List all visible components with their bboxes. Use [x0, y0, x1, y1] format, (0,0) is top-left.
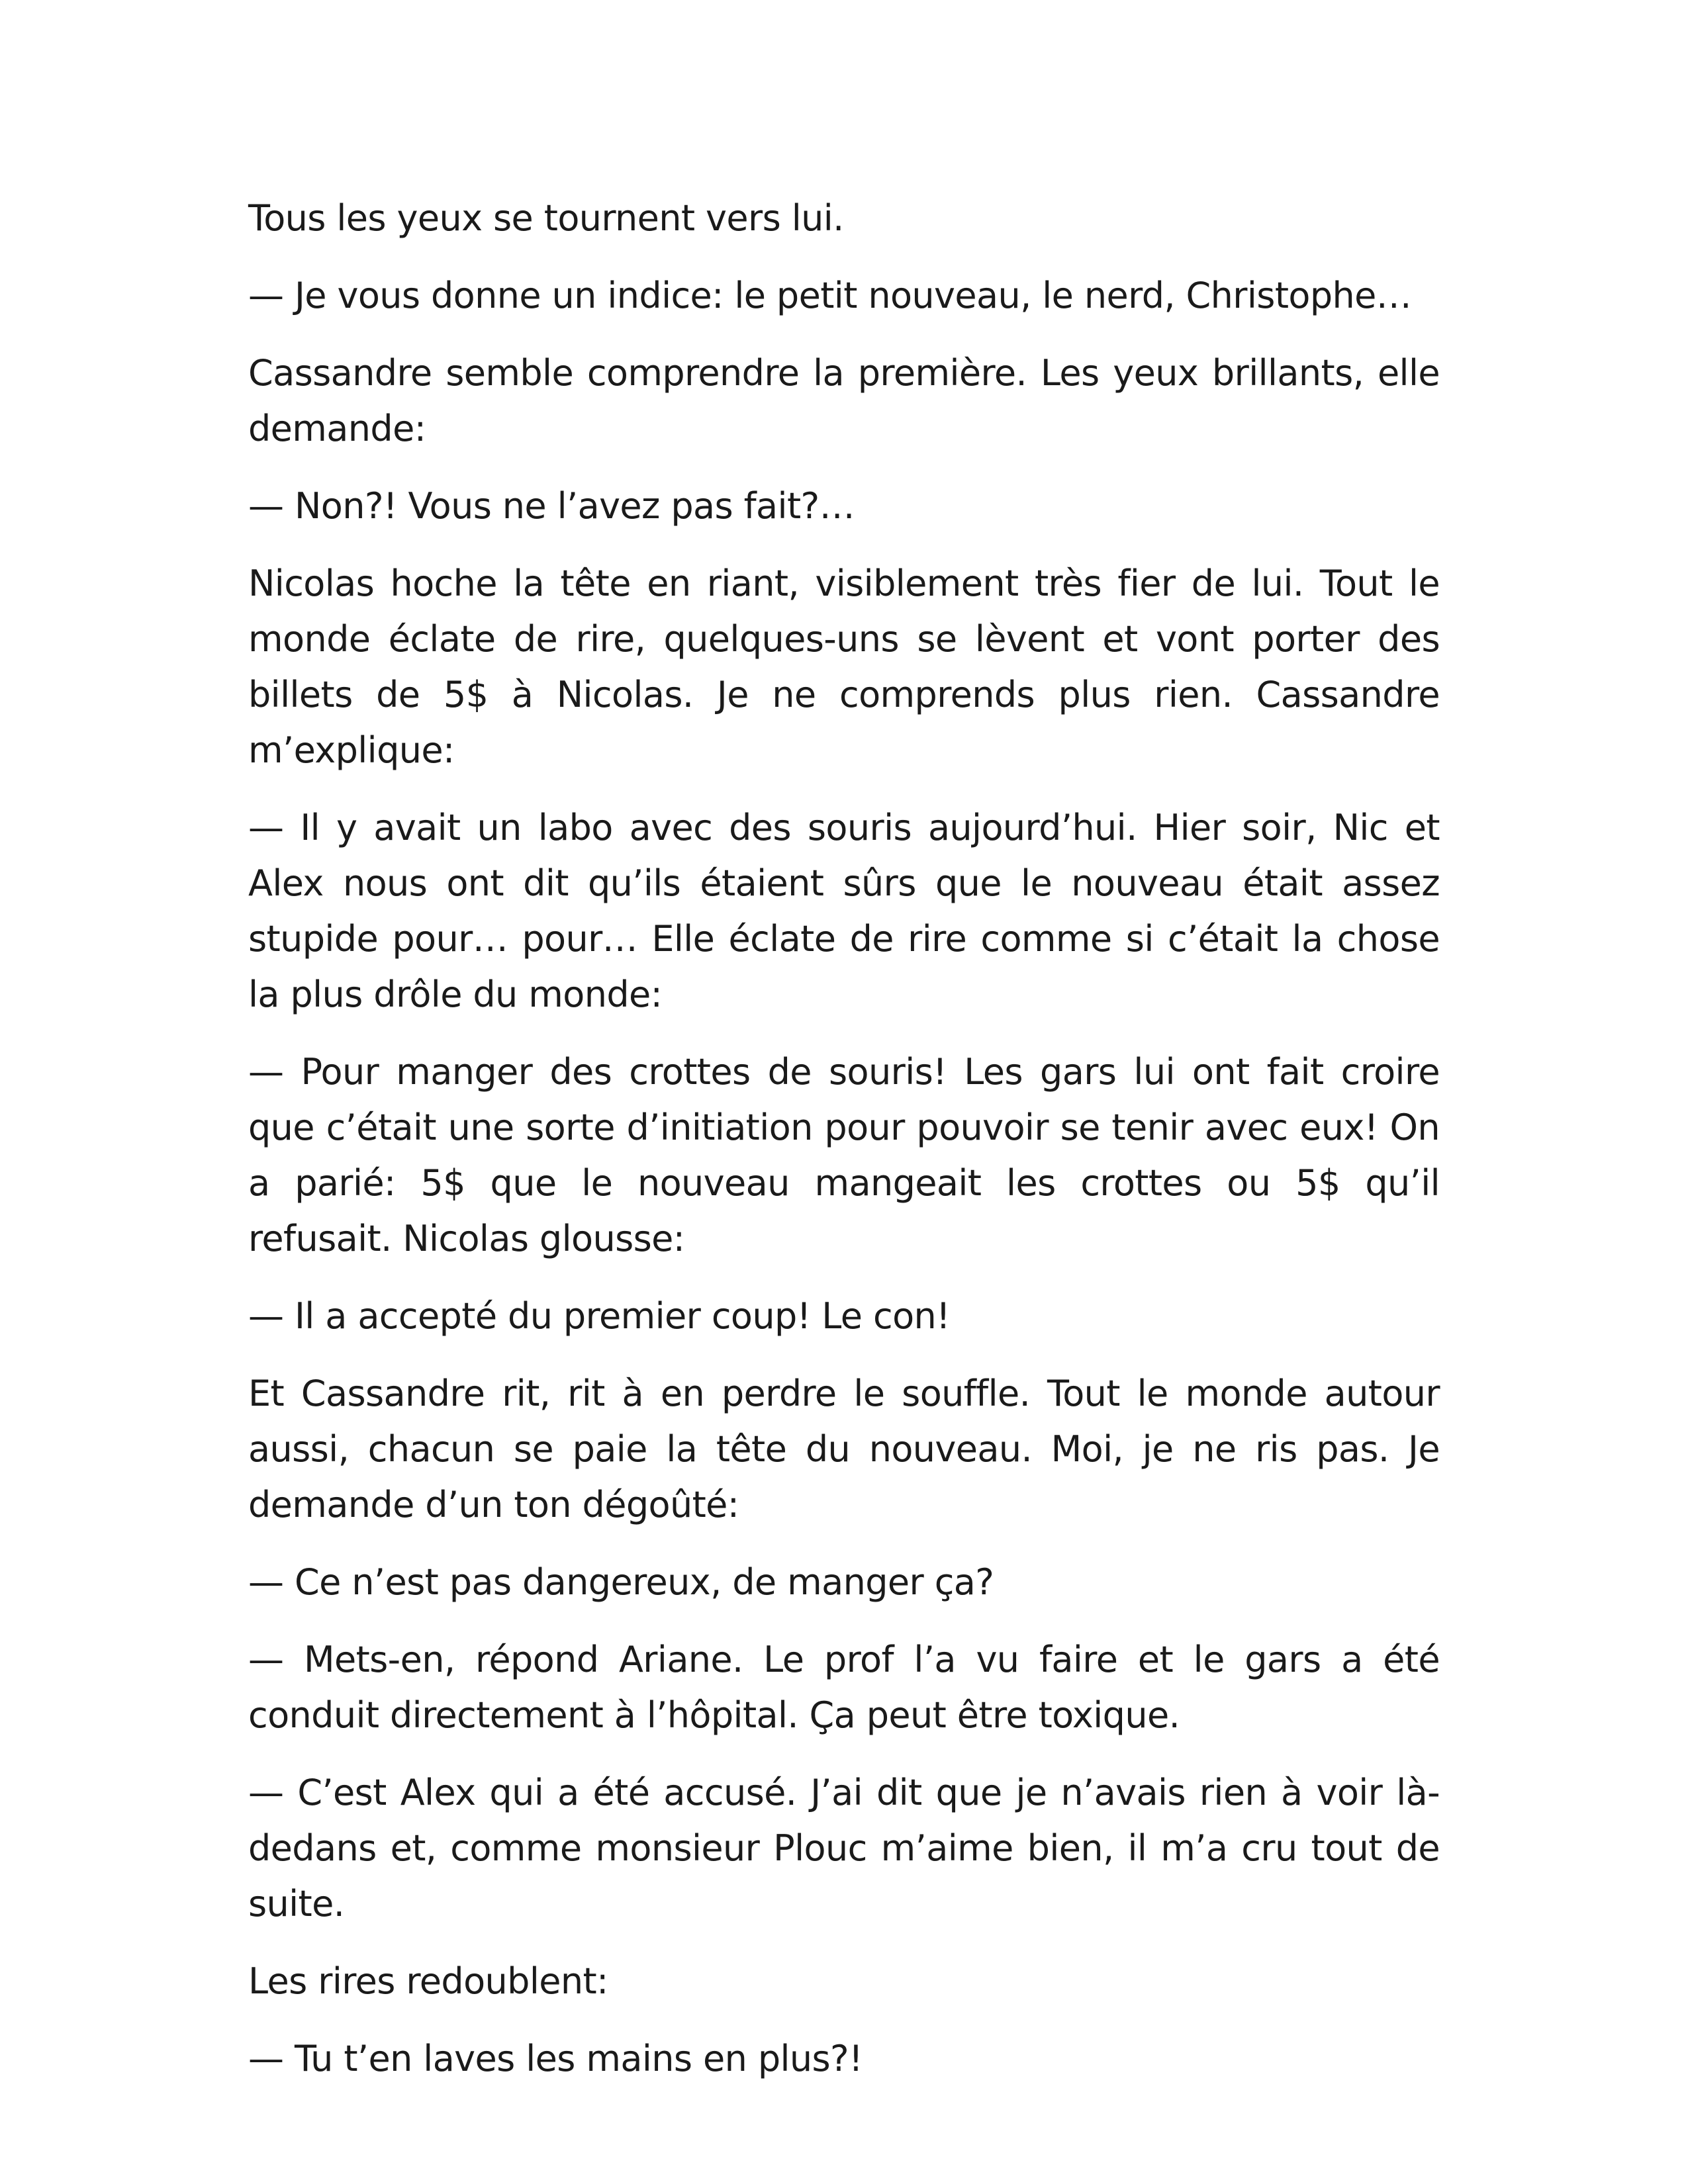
paragraph: — Je vous donne un indice: le petit nouveau, le nerd, Christophe… [248, 275, 1412, 316]
story-text [248, 191, 1440, 2109]
paragraph: — Non?! Vous ne l’avez pas fait?… [248, 485, 855, 527]
paragraph: Et Cassandre rit, rit à en perdre le souffle. Tout le monde autour aussi, chacun se paie la tête du nouveau. Moi, je ne ris pas. Je demande d’un ton dégoûté: [248, 1373, 1440, 1525]
paragraph: Cassandre semble comprendre la première. Les yeux brillants, elle demande: [248, 352, 1440, 449]
paragraph: — Il a accepté du premier coup! Le con! [248, 1295, 951, 1337]
paragraph: — Tu t’en laves les mains en plus?! [248, 2038, 863, 2079]
paragraph: Nicolas hoche la tête en riant, visiblement très fier de lui. Tout le monde éclate de rire, quelques-uns se lèvent et vont porter des billets de 5$ à Nicolas. Je ne comprends plus rien. Cassandre m’explique: [248, 563, 1440, 771]
paragraph: — Ce n’est pas dangereux, de manger ça? [248, 1561, 994, 1603]
paragraph: — Mets-en, répond Ariane. Le prof l’a vu faire et le gars a été conduit directement à l’hôpital. Ça peut être toxique. [248, 1639, 1440, 1736]
paragraph: — Il y avait un labo avec des souris aujourd’hui. Hier soir, Nic et Alex nous ont dit qu’ils étaient sûrs que le nouveau était assez stupide pour… pour… Elle éclate de rire comme si c’était la chose la plus drôle du monde: [248, 807, 1440, 1015]
paragraph: Tous les yeux se tournent vers lui. [248, 197, 844, 239]
paragraph: Les rires redoublent: [248, 1960, 608, 2002]
paragraph: — C’est Alex qui a été accusé. J’ai dit que je n’avais rien à voir là-dedans et, comme monsieur Plouc m’aime bien, il m’a cru tout de suite. [248, 1772, 1440, 1925]
paragraph: — Pour manger des crottes de souris! Les gars lui ont fait croire que c’était une sorte d’initiation pour pouvoir se tenir avec eux! On a parié: 5$ que le nouveau mangeait les crottes ou 5$ qu’il refusait. Nicolas glousse: [248, 1051, 1440, 1259]
